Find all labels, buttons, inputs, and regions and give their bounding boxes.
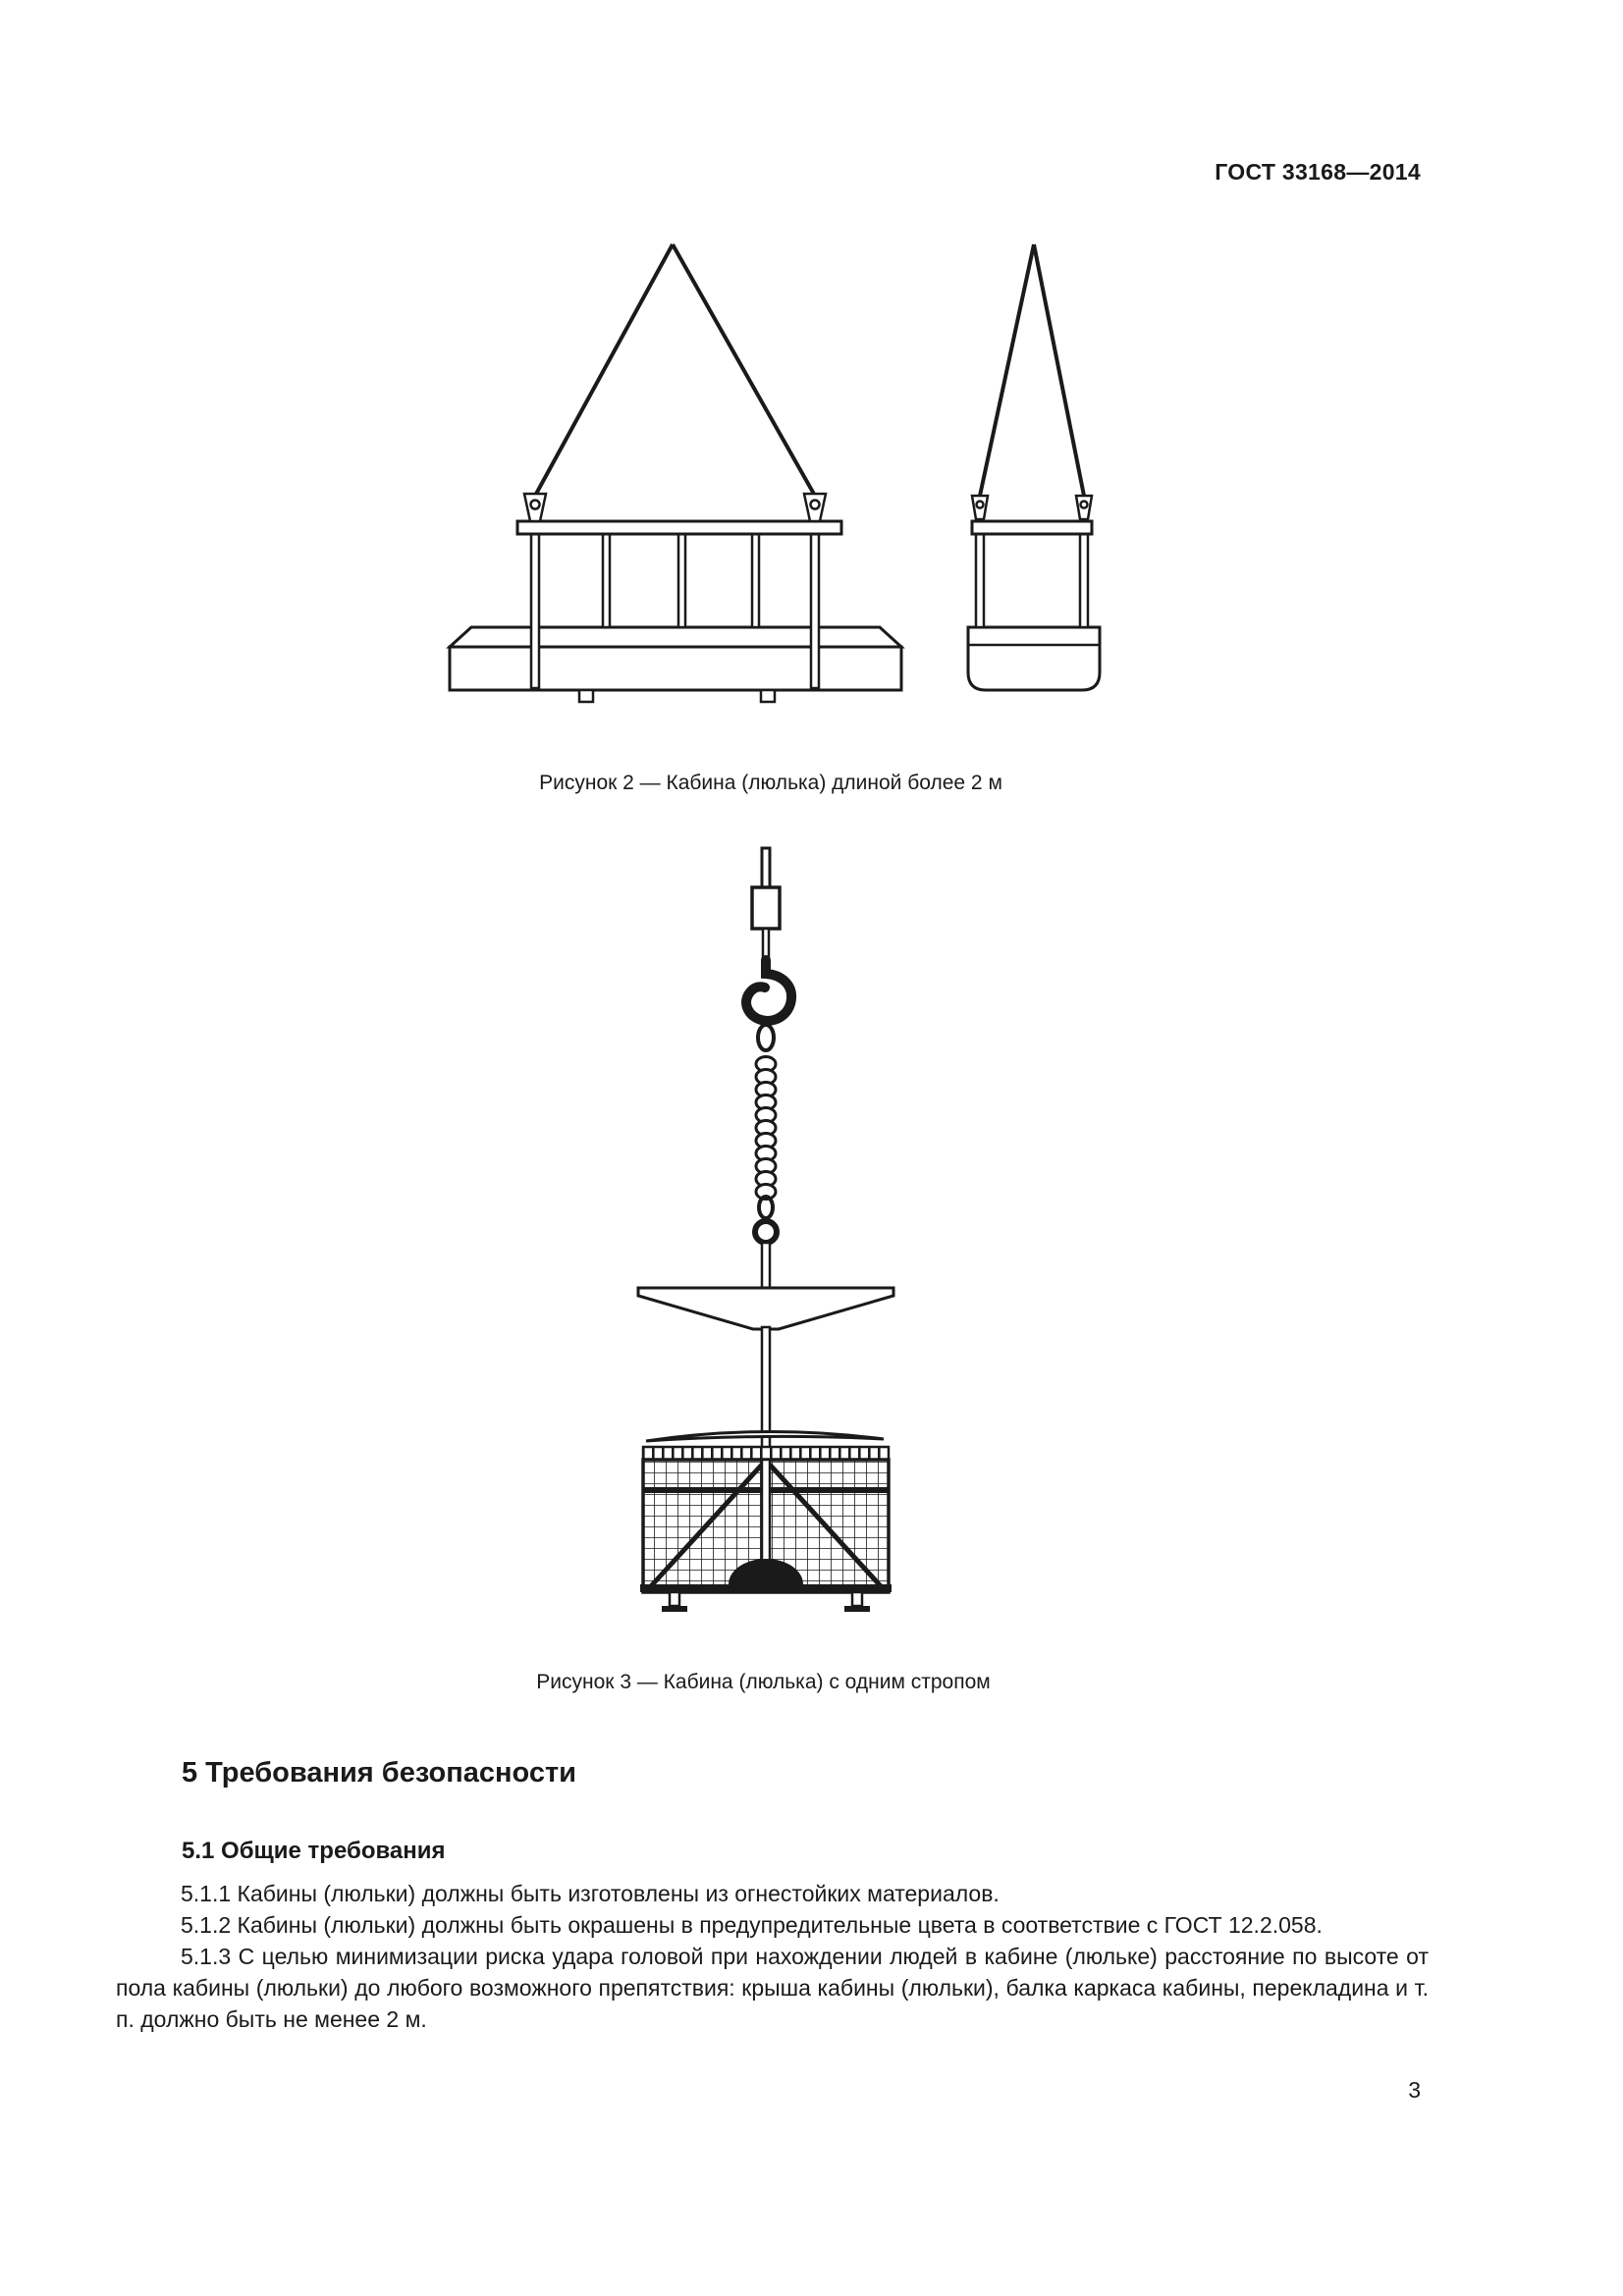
hook-shank-block: [752, 887, 780, 929]
side-post-right: [1080, 534, 1088, 627]
page-number: 3: [1408, 2077, 1421, 2103]
figure3-drawing: [619, 846, 913, 1641]
figure2-drawing: [422, 229, 1109, 734]
figure3-caption: Рисунок 3 — Кабина (люлька) с одним стропом: [536, 1671, 991, 1693]
sling-lines-front: [535, 244, 815, 496]
connecting-ring: [755, 1221, 777, 1243]
basket: [640, 1431, 892, 1612]
end-post-left: [531, 534, 539, 688]
section-5-heading: 5 Требования безопасности: [182, 1757, 577, 1789]
sling-lines-side: [980, 244, 1084, 496]
paragraph-5-1-2: 5.1.2 Кабины (люльки) должны быть окрашены в предупредительные цвета в соответствие с ГОСТ 12.2.058.: [181, 1912, 1323, 1938]
crane-hook-icon: [746, 960, 791, 1021]
twisted-rope-strop: [756, 1057, 776, 1200]
basket-foot-left: [662, 1592, 687, 1612]
trough-front: [450, 647, 901, 690]
foot-right: [761, 690, 775, 702]
document-code-header: ГОСТ 33168—2014: [1215, 159, 1421, 185]
end-post-right: [811, 534, 819, 688]
top-rail-front: [517, 521, 841, 534]
trough-rim-front: [450, 627, 901, 647]
paragraph-5-1-3: 5.1.3 С целью минимизации риска удара головой при нахождении людей в кабине (люльке) расстояние по высоте от пола кабины (люльки) до любого возможного препятствия: крыша кабины (люльки), балка каркаса кабины, перекладина и т. п. должно быть не менее 2 м.: [116, 1944, 1429, 2032]
inner-post-2: [678, 534, 685, 627]
inner-post-3: [752, 534, 759, 627]
side-post-left: [976, 534, 984, 627]
mast-pole-inside-basket: [762, 1460, 770, 1566]
inner-post-1: [603, 534, 610, 627]
paragraph-5-1-1: 5.1.1 Кабины (люльки) должны быть изготовлены из огнестойких материалов.: [181, 1881, 1000, 1906]
trough-side: [968, 627, 1100, 690]
canopy-roof: [638, 1288, 893, 1329]
basket-foot-right: [844, 1592, 870, 1612]
section-5-1-body: [116, 1878, 1429, 2035]
crane-rope: [762, 848, 770, 887]
top-rail-side: [972, 521, 1092, 534]
foot-left: [579, 690, 593, 702]
mast-pole-lower: [762, 1327, 770, 1462]
section-5-1-heading: 5.1 Общие требования: [182, 1838, 446, 1864]
strop-upper-eye: [758, 1025, 774, 1050]
cabin-front-view: [450, 244, 901, 702]
basket-railing-band: [643, 1447, 889, 1460]
cabin-side-view: [968, 244, 1100, 690]
figure2-caption: Рисунок 2 — Кабина (люлька) длиной более 2 м: [539, 772, 1002, 794]
